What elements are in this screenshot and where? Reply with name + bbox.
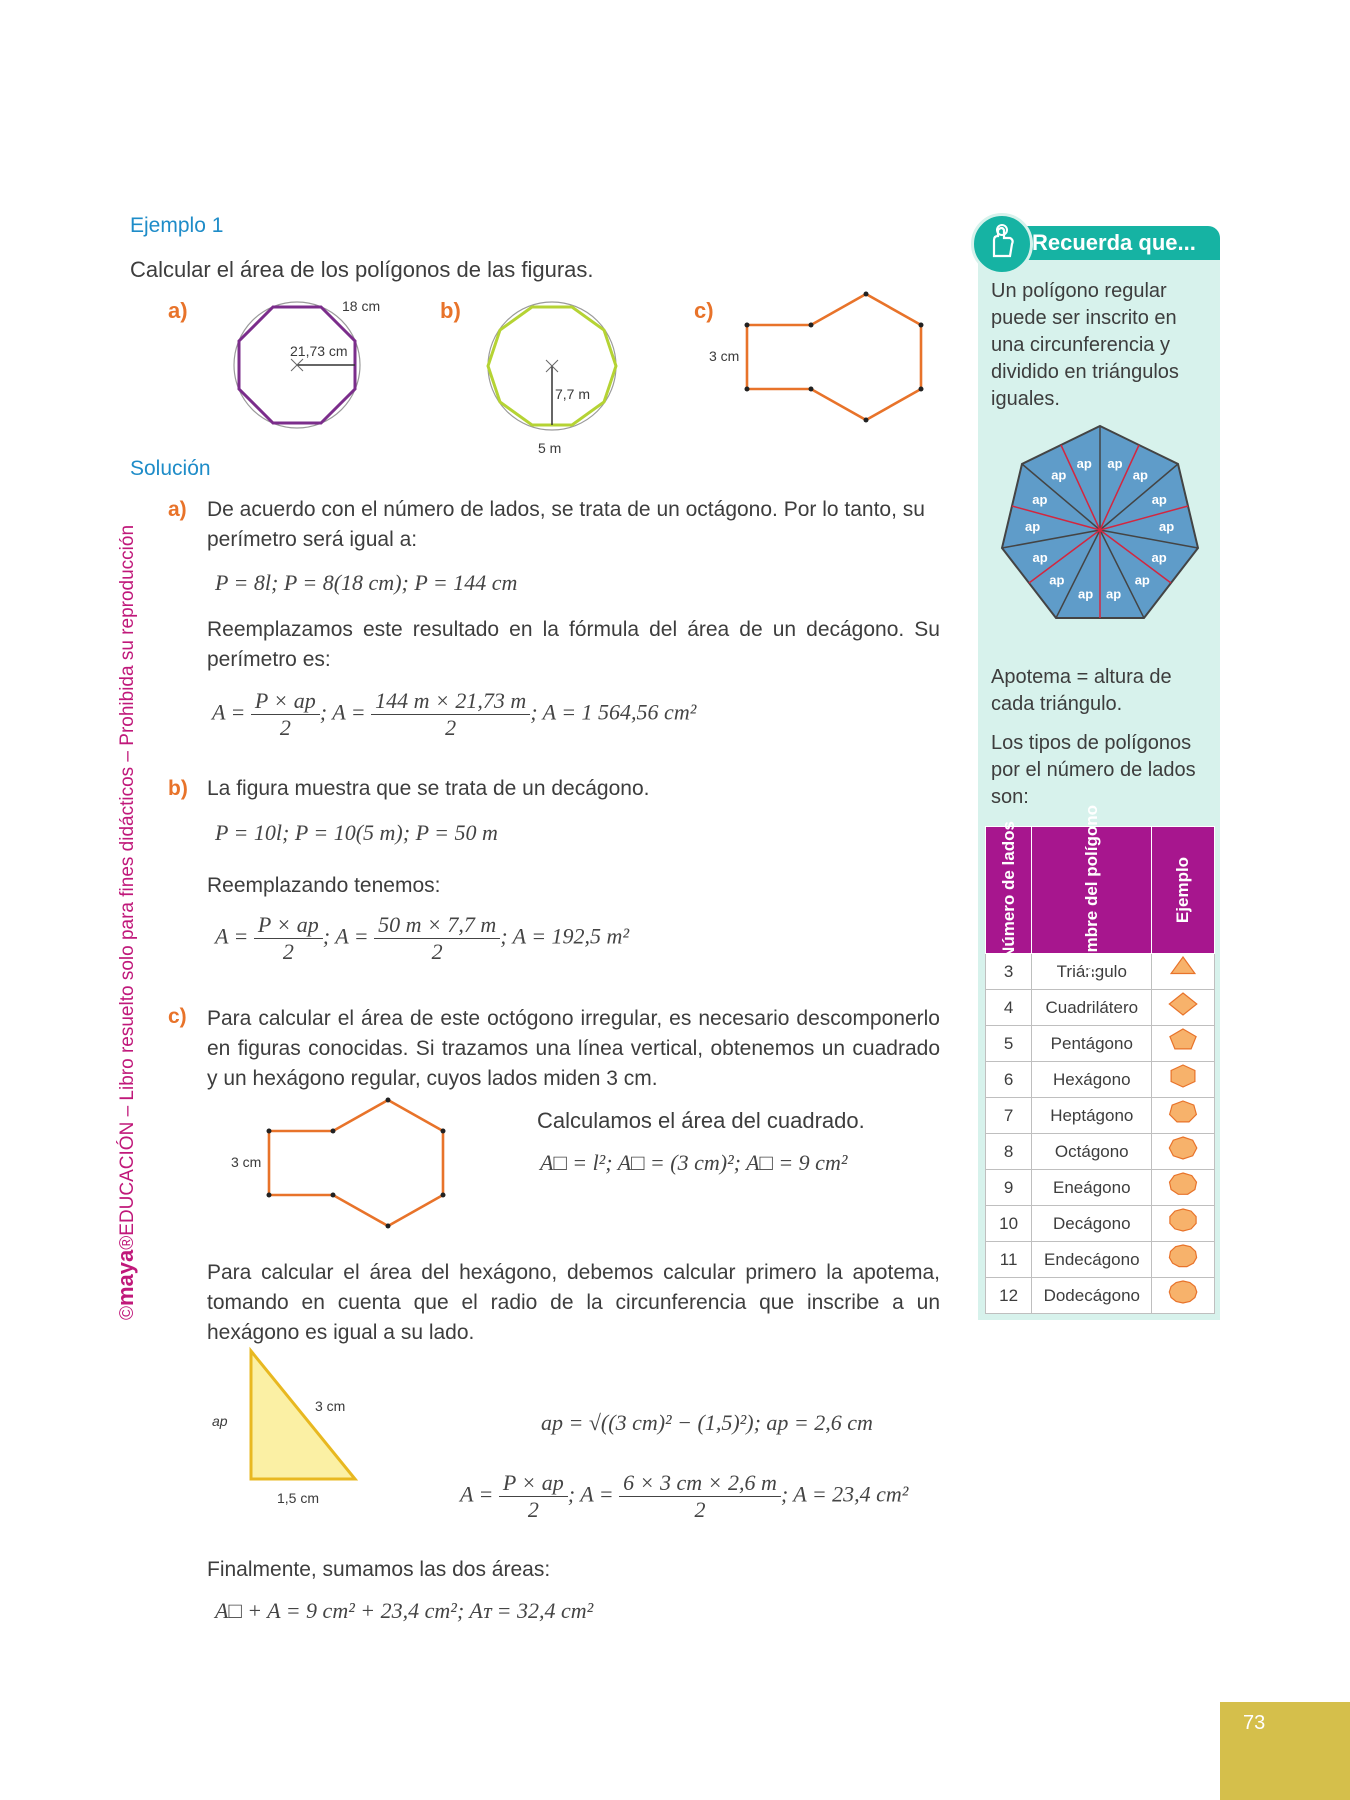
decagon-figure [480, 290, 630, 440]
polygon-types-intro: Los tipos de polígonos por el número de lados son: [991, 732, 1196, 808]
table-row [986, 1242, 1215, 1278]
row-sides: 3 [986, 954, 1032, 990]
fig-a-side-label: 18 cm [342, 298, 381, 314]
apotema-definition: Apotema = altura de cada triángulo. [991, 666, 1172, 715]
ap-label: ap [1106, 586, 1122, 602]
row-name: Pentágono [1032, 1026, 1152, 1062]
row-name: Hexágono [1032, 1062, 1152, 1098]
solution-a-label: a) [168, 498, 187, 521]
ap-label: ap [1134, 572, 1150, 588]
row-name: Endecágono [1032, 1242, 1152, 1278]
row-example [1152, 1062, 1215, 1098]
ap-label: ap [1032, 492, 1048, 508]
decomposed-octagon-figure [262, 1094, 457, 1234]
triangle-hyp-label: 3 cm [315, 1398, 346, 1414]
polygon-example-icon [1159, 990, 1207, 1020]
polygon-example-icon [1159, 1098, 1207, 1128]
polygon-types-table [985, 805, 1215, 1314]
row-name: Dodecágono [1032, 1278, 1152, 1314]
solution-b-text2: Reemplazando tenemos: [207, 874, 441, 897]
row-example [1152, 1170, 1215, 1206]
ap-label: ap [1025, 519, 1041, 535]
row-name: Octágono [1032, 1134, 1152, 1170]
ap-label: ap [1049, 572, 1065, 588]
row-example [1152, 990, 1215, 1026]
row-sides: 11 [986, 1242, 1032, 1278]
ap-label: ap [1051, 467, 1067, 483]
row-sides: 4 [986, 990, 1032, 1026]
right-triangle-figure [245, 1345, 365, 1485]
fig-label-a: a) [168, 298, 188, 323]
fig-label-c: c) [694, 298, 714, 323]
row-example [1152, 1206, 1215, 1242]
table-row [986, 1134, 1215, 1170]
polygon-example-icon [1159, 1206, 1207, 1236]
ap-label: ap [1151, 492, 1167, 508]
reminder-intro: Un polígono regular puede ser inscrito en una circunferencia y dividido en triángulos iguales. [991, 280, 1179, 410]
copyright-strip: ©maya®EDUCACIÓN – Libro resuelto solo para fines didácticos – Prohibida su reproducción [113, 524, 138, 1320]
ap-label: ap [1132, 467, 1148, 483]
row-example [1152, 1026, 1215, 1062]
ap-label: ap [1032, 549, 1048, 565]
row-example [1152, 954, 1215, 990]
solution-b-area-formula: A = $\frac{P \times ap}{2}$ ; A = $\frac{50 m \times 7,7 m}{2}$ ; A = 192,5 m² [215, 912, 630, 964]
table-row [986, 1170, 1215, 1206]
table-row [986, 1026, 1215, 1062]
table-header-name: Nombre del polígono [1032, 827, 1152, 954]
finger-reminder-icon [971, 213, 1033, 275]
square-area-text: Calculamos el área del cuadrado. [537, 1108, 865, 1133]
solution-b-perimeter: P = 10l; P = 10(5 m); P = 50 m [215, 820, 498, 845]
table-row [986, 990, 1215, 1026]
reminder-title: Recuerda que... [1032, 230, 1196, 255]
final-formula: A□ + A = 9 cm² + 23,4 cm²; Aᴛ = 32,4 cm² [215, 1598, 594, 1623]
row-name: Cuadrilátero [1032, 990, 1152, 1026]
apothem-formula: ap = √((3 cm)² − (1,5)²); ap = 2,6 cm [541, 1410, 873, 1435]
triangle-base-label: 1,5 cm [277, 1490, 320, 1506]
table-row [986, 1206, 1215, 1242]
polygon-example-icon [1159, 1278, 1207, 1308]
row-sides: 6 [986, 1062, 1032, 1098]
solution-a-text2: Reemplazamos este resultado en la fórmula del área de un decágono. Su perímetro es: [207, 618, 940, 671]
solution-b-label: b) [168, 777, 188, 800]
solution-c-label: c) [168, 1005, 187, 1028]
table-header-sides: Número de lados [986, 827, 1032, 954]
row-name: Triángulo [1032, 954, 1152, 990]
ap-label: ap [1159, 519, 1175, 535]
row-example [1152, 1134, 1215, 1170]
row-example [1152, 1098, 1215, 1134]
fig-a-apothem-label: 21,73 cm [290, 343, 348, 359]
solution-c-text: Para calcular el área de este octógono irregular, es necesario descomponerlo en figuras conocidas. Si trazamos una línea vertical, obtenemos un cuadrado y un hexágono regular, cuyos lados miden 3 cm. [207, 1007, 940, 1090]
page-number: 73 [1243, 1712, 1266, 1734]
solution-heading: Solución [130, 457, 211, 480]
table-row [986, 1062, 1215, 1098]
row-name: Heptágono [1032, 1098, 1152, 1134]
solution-a-area-formula: A = $\frac{P \times ap}{2}$ ; A = $\frac{144 m \times 21,73 m}{2}$ ; A = 1 564,56 cm² [212, 688, 697, 740]
row-example [1152, 1278, 1215, 1314]
page-number-box [1220, 1702, 1350, 1800]
row-sides: 7 [986, 1098, 1032, 1134]
decomposed-side-label: 3 cm [231, 1154, 262, 1170]
ap-label: ap [1078, 586, 1094, 602]
row-name: Decágono [1032, 1206, 1152, 1242]
row-sides: 5 [986, 1026, 1032, 1062]
polygon-example-icon [1159, 1134, 1207, 1164]
table-header-example: Ejemplo [1152, 827, 1215, 954]
example-statement: Calcular el área de los polígonos de las figuras. [130, 257, 594, 282]
table-row [986, 1098, 1215, 1134]
solution-a-perimeter: P = 8l; P = 8(18 cm); P = 144 cm [215, 570, 518, 595]
fig-c-side-label: 3 cm [709, 348, 740, 364]
polygon-example-icon [1159, 954, 1207, 984]
irregular-octagon-figure [735, 288, 930, 428]
fig-b-side-label: 5 m [538, 440, 562, 456]
row-name: Eneágono [1032, 1170, 1152, 1206]
example-heading: Ejemplo 1 [130, 214, 224, 237]
fig-label-b: b) [440, 298, 461, 323]
hexagon-area-formula: A = $\frac{P \times ap}{2}$ ; A = $\frac{6 \times 3 cm \times 2,6 m}{2}$ ; A = 23,4 cm² [460, 1470, 909, 1522]
solution-a-text: De acuerdo con el número de lados, se trata de un octágono. Por lo tanto, su perímetro será igual a: [207, 498, 925, 551]
row-sides: 10 [986, 1206, 1032, 1242]
triangle-ap-label: ap [212, 1413, 228, 1429]
ap-label: ap [1151, 549, 1167, 565]
hexagon-text: Para calcular el área del hexágono, debemos calcular primero la apotema, tomando en cuenta que el radio de la circunferencia que inscribe a un hexágono es igual a su lado. [207, 1261, 940, 1344]
row-sides: 9 [986, 1170, 1032, 1206]
row-sides: 8 [986, 1134, 1032, 1170]
heptagon-apothem-diagram [985, 420, 1215, 640]
polygon-example-icon [1159, 1242, 1207, 1272]
square-area-formula: A□ = l²; A□ = (3 cm)²; A□ = 9 cm² [540, 1150, 848, 1175]
polygon-example-icon [1159, 1062, 1207, 1092]
final-text: Finalmente, sumamos las dos áreas: [207, 1558, 551, 1581]
polygon-example-icon [1159, 1026, 1207, 1056]
solution-b-text: La figura muestra que se trata de un decágono. [207, 777, 650, 800]
table-row [986, 1278, 1215, 1314]
row-sides: 12 [986, 1278, 1032, 1314]
fig-b-apothem-label: 7,7 m [555, 386, 591, 402]
row-example [1152, 1242, 1215, 1278]
ap-label: ap [1107, 456, 1123, 471]
polygon-example-icon [1159, 1170, 1207, 1200]
ap-label: ap [1076, 456, 1092, 471]
